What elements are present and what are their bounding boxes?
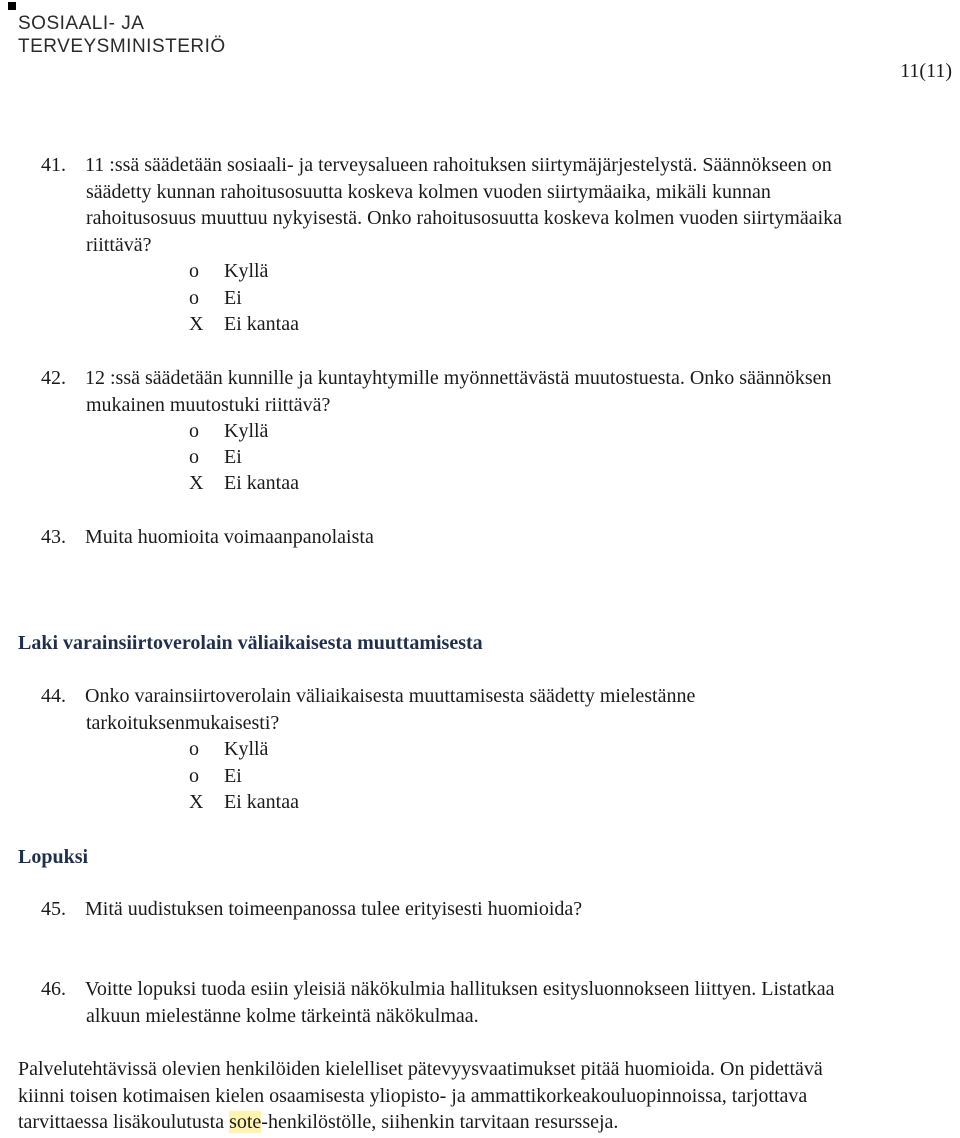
question-text-line: riittävä? bbox=[86, 233, 152, 256]
question-43 bbox=[41, 524, 956, 551]
question-44 bbox=[41, 683, 956, 736]
logo-line-1: SOSIAALI- JA bbox=[18, 13, 145, 34]
option-mark: X bbox=[189, 472, 204, 494]
question-45 bbox=[41, 896, 956, 923]
question-41 bbox=[41, 152, 956, 258]
question-text-line: säädetty kunnan rahoitusosuutta koskeva kolmen vuoden siirtymäaika, mikäli kunnan bbox=[86, 180, 771, 203]
highlighted-text: sote bbox=[229, 1111, 262, 1133]
question-number: 46. bbox=[41, 978, 66, 1000]
question-46 bbox=[41, 976, 956, 1029]
answer-line bbox=[18, 1109, 958, 1136]
question-number: 43. bbox=[41, 526, 66, 548]
question-text: Mitä uudistuksen toimeenpanossa tulee erityisesti huomioida? bbox=[85, 898, 583, 920]
question-text-line: 11 :ssä säädetään sosiaali- ja terveysalueen rahoituksen siirtymäjärjestelystä. Säännökseen on bbox=[85, 154, 832, 176]
question-text-line: rahoitusosuus muuttuu nykyisestä. Onko rahoitusosuutta koskeva kolmen vuoden siirtymäaika bbox=[86, 207, 843, 229]
option-mark: X bbox=[189, 791, 204, 813]
option-mark: o bbox=[189, 260, 199, 282]
option-label: Kyllä bbox=[224, 738, 269, 760]
option-ei[interactable] bbox=[189, 444, 242, 471]
question-number: 42. bbox=[41, 367, 66, 389]
question-text: Muita huomioita voimaanpanolaista bbox=[85, 526, 374, 548]
logo-square-icon bbox=[8, 2, 16, 10]
question-number: 41. bbox=[41, 154, 66, 176]
option-label: Kyllä bbox=[224, 260, 269, 282]
section-heading: Laki varainsiirtoverolain väliaikaisesta muuttamisesta bbox=[18, 632, 483, 654]
option-mark: o bbox=[189, 420, 199, 442]
option-ei-kantaa[interactable] bbox=[189, 789, 299, 816]
logo-text bbox=[18, 12, 226, 58]
logo-line-2: TERVEYSMINISTERIÖ bbox=[18, 36, 226, 57]
answer-text: -henkilöstölle, siihenkin tarvitaan resursseja. bbox=[261, 1111, 619, 1133]
answer-line: kiinni toisen kotimaisen kielen osaamisesta yliopisto- ja ammattikorkeakouluopinnoissa, tarjottava bbox=[18, 1084, 808, 1107]
option-ei-kantaa[interactable] bbox=[189, 470, 299, 497]
option-label: Ei bbox=[224, 446, 242, 468]
option-mark: o bbox=[189, 287, 199, 309]
option-mark: o bbox=[189, 738, 199, 760]
option-kylla[interactable] bbox=[189, 418, 268, 445]
option-label: Ei kantaa bbox=[224, 791, 299, 813]
question-number: 45. bbox=[41, 898, 66, 920]
question-text-line: tarkoituksenmukaisesti? bbox=[86, 711, 280, 734]
option-mark: X bbox=[189, 313, 204, 335]
question-text-line: 12 :ssä säädetään kunnille ja kuntayhtymille myönnettävästä muutostuesta. Onko säännöksen bbox=[85, 367, 832, 389]
answer-text: tarvittaessa lisäkoulutusta bbox=[18, 1111, 230, 1133]
option-mark: o bbox=[189, 446, 199, 468]
question-text-line: alkuun mielestänne kolme tärkeintä näkökulmaa. bbox=[86, 1004, 479, 1027]
answer-paragraph bbox=[18, 1056, 958, 1136]
page-number: 11(11) bbox=[900, 60, 952, 82]
option-kylla[interactable] bbox=[189, 736, 268, 763]
option-label: Ei bbox=[224, 765, 242, 787]
option-label: Ei kantaa bbox=[224, 313, 299, 335]
option-ei-kantaa[interactable] bbox=[189, 311, 299, 338]
option-ei[interactable] bbox=[189, 763, 242, 790]
option-label: Ei kantaa bbox=[224, 472, 299, 494]
answer-line: Palvelutehtävissä olevien henkilöiden kielelliset pätevyysvaatimukset pitää huomioida. On pidettävä bbox=[18, 1058, 823, 1080]
option-label: Kyllä bbox=[224, 420, 269, 442]
section-heading: Lopuksi bbox=[18, 846, 89, 868]
option-kylla[interactable] bbox=[189, 258, 268, 285]
option-label: Ei bbox=[224, 287, 242, 309]
option-mark: o bbox=[189, 765, 199, 787]
question-text-line: Onko varainsiirtoverolain väliaikaisesta muuttamisesta säädetty mielestänne bbox=[85, 685, 696, 707]
question-text-line: mukainen muutostuki riittävä? bbox=[86, 393, 331, 416]
question-text-line: Voitte lopuksi tuoda esiin yleisiä näkökulmia hallituksen esitysluonnokseen liittyen. Listatkaa bbox=[85, 978, 835, 1000]
question-42 bbox=[41, 365, 956, 418]
question-number: 44. bbox=[41, 685, 66, 707]
option-ei[interactable] bbox=[189, 285, 242, 312]
